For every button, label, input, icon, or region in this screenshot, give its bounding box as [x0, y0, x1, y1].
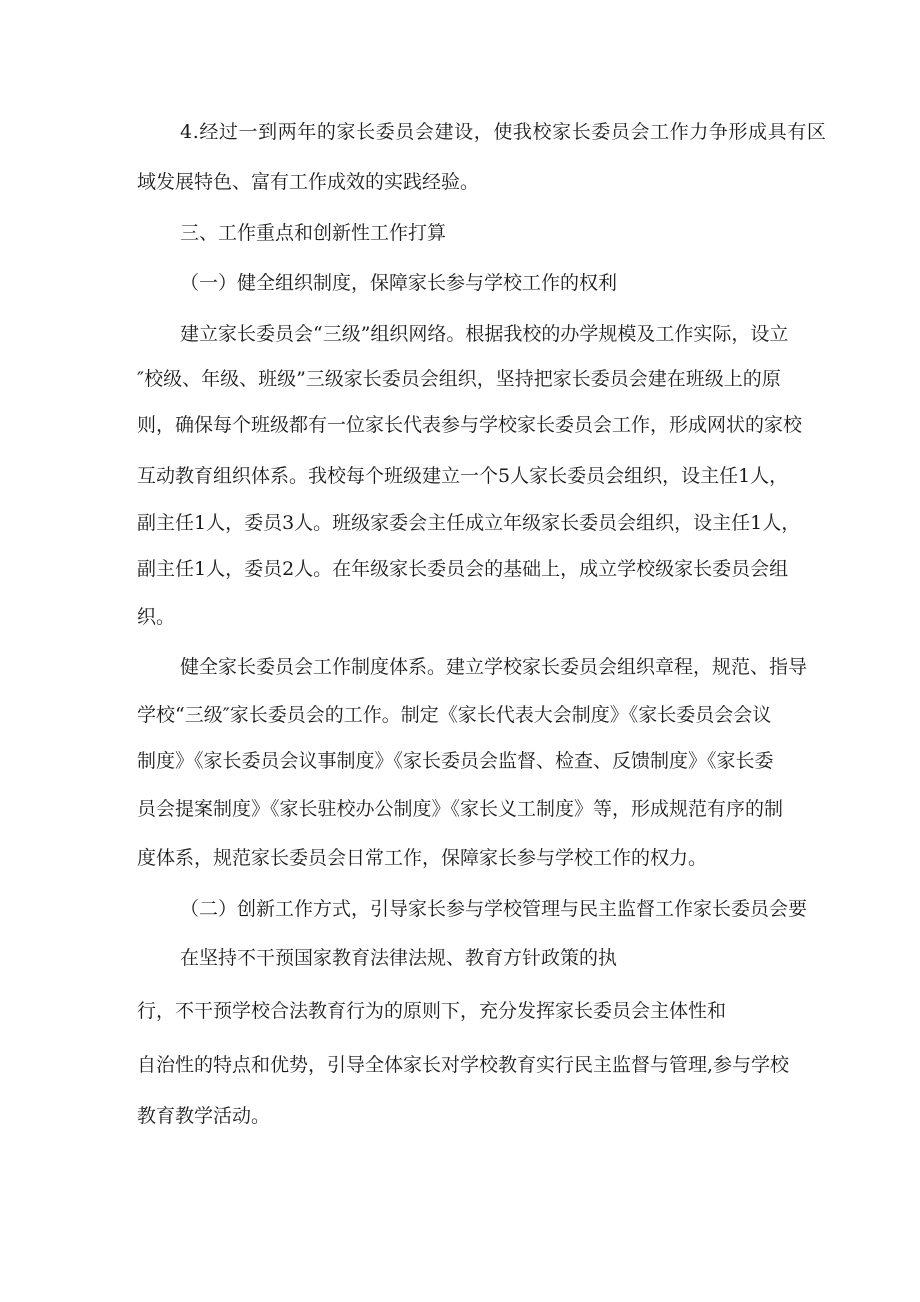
section-heading: 三、工作重点和创新性工作打算	[180, 222, 447, 244]
text-line-21: 教育教学活动。	[137, 1105, 271, 1127]
text-line-20: 自治性的特点和优势，引导全体家长对学校教育实行民主监督与管理,参与学校	[137, 1054, 790, 1076]
subsection-heading-2: （二）创新工作方式，引导家长参与学校管理与民主监督工作家长委员会要	[180, 898, 808, 920]
text-line-13: 学校“三级″家长委员会的工作。制定《家长代表大会制度》《家长委员会会议	[137, 704, 772, 726]
text-line-15: 员会提案制度》《家长驻校办公制度》《家长义工制度》等，形成规范有序的制	[137, 798, 784, 820]
text-line-6: ″校级、年级、班级”三级家长委员会组织，坚持把家长委员会建在班级上的原	[137, 368, 781, 390]
text-line-16: 度体系，规范家长委员会日常工作，保障家长参与学校工作的权力。	[137, 847, 708, 869]
text-line-14: 制度》《家长委员会议事制度》《家长委员会监督、检查、反馈制度》《家长委	[137, 750, 774, 772]
text-line-9: 副主任1人，委员3人。班级家委会主任成立年级家长委员会组织，设主任1人，	[137, 512, 801, 534]
text-line-8: 互动教育组织体系。我校每个班级建立一个5人家长委员会组织，设主任1人，	[137, 465, 789, 487]
text-line-12: 健全家长委员会工作制度体系。建立学校家长委员会组织章程，规范、指导	[180, 656, 808, 678]
text-line-2: 域发展特色、富有工作成效的实践经验。	[137, 171, 480, 193]
text-line-11: 织。	[137, 606, 176, 628]
text-line-19: 行，不干预学校合法教育行为的原则下，充分发挥家长委员会主体性和	[137, 1000, 727, 1022]
text-line-18: 在坚持不干预国家教育法律法规、教育方针政策的执	[180, 947, 618, 969]
subsection-heading-1: （一）健全组织制度，保障家长参与学校工作的权利	[180, 272, 618, 294]
text-line-10: 副主任1人，委员2人。在年级家长委员会的基础上，成立学校级家长委员会组	[137, 558, 789, 580]
text-line-7: 则，确保每个班级都有一位家长代表参与学校家长委员会工作，形成网状的家校	[137, 414, 803, 436]
text-line-5: 建立家长委员会“三级”组织网络。根据我校的办学规模及工作实际，设立	[180, 323, 789, 345]
text-line-1: 4.经过一到两年的家长委员会建设，使我校家长委员会工作力争形成具有区	[180, 121, 827, 143]
